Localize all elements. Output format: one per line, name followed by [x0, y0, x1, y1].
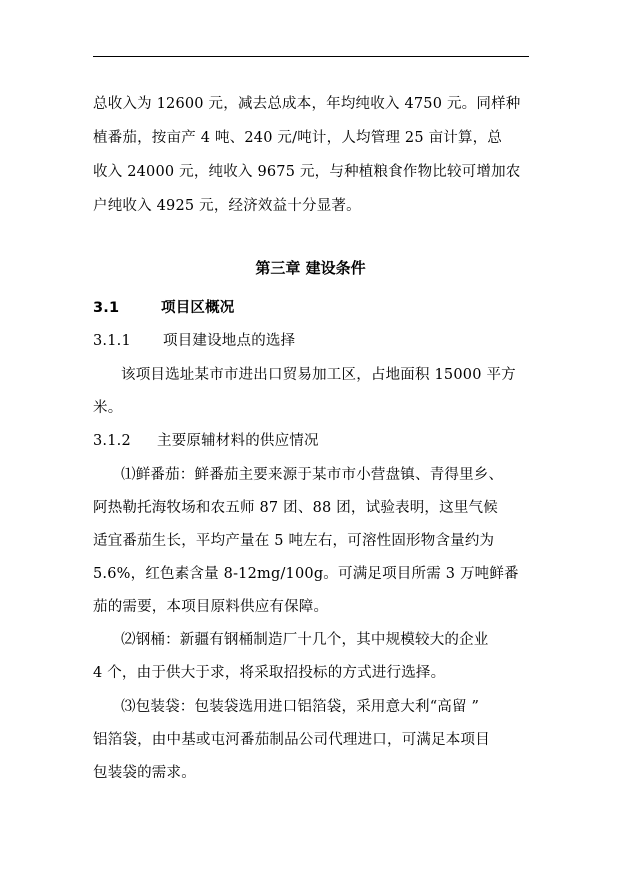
section-title: 项目区概况 — [161, 300, 235, 316]
intro-line-1: 总收入为 12600 元，减去总成本，年均纯收入 4750 元。同样种 — [93, 96, 521, 112]
tomato-line-4: 5.6%，红色素含量 8-12mg/100g。可满足项目所需 3 万吨鲜番 — [93, 566, 519, 582]
tomato-line-5: 茄的需要，本项目原料供应有保障。 — [93, 599, 329, 615]
drum-line-2: 4 个，由于供大于求，将采取招投标的方式进行选择。 — [93, 665, 446, 681]
site-line-1: 该项目选址某市市进出口贸易加工区，占地面积 15000 平方 — [121, 367, 516, 383]
tomato-line-3: 适宜番茄生长，平均产量在 5 吨左右，可溶性固形物含量约为 — [93, 533, 495, 549]
tomato-line-2: 阿热勒托海牧场和农五师 87 团、88 团，试验表明，这里气候 — [93, 500, 498, 516]
section-heading-3-1 — [93, 298, 235, 318]
section-number: 3.1 — [93, 300, 120, 316]
section-number: 3.1.2 — [93, 433, 131, 449]
section-heading-3-1-2 — [93, 431, 319, 451]
bag-line-1: ⑶包装袋：包装袋选用进口铝箔袋，采用意大利“高留 ” — [121, 699, 480, 715]
bag-line-2: 铝箔袋，由中基或屯河番茄制品公司代理进口，可满足本项目 — [93, 732, 490, 748]
section-title: 主要原辅材料的供应情况 — [157, 433, 319, 449]
intro-line-2: 植番茄，按亩产 4 吨、240 元/吨计，人均管理 25 亩计算，总 — [93, 130, 503, 146]
drum-line-1: ⑵钢桶：新疆有钢桶制造厂十几个，其中规模较大的企业 — [121, 632, 489, 648]
header-rule — [93, 56, 529, 57]
chapter-title: 第三章 建设条件 — [255, 259, 366, 277]
section-number: 3.1.1 — [93, 333, 131, 349]
site-line-2: 米。 — [93, 400, 123, 416]
intro-line-4: 户纯收入 4925 元，经济效益十分显著。 — [93, 198, 361, 214]
bag-line-3: 包装袋的需求。 — [93, 765, 196, 781]
section-title: 项目建设地点的选择 — [163, 333, 296, 349]
intro-line-3: 收入 24000 元，纯收入 9675 元，与种植粮食作物比较可增加农 — [93, 164, 521, 180]
section-heading-3-1-1 — [93, 331, 295, 351]
tomato-line-1: ⑴鲜番茄：鲜番茄主要来源于某市市小营盘镇、青得里乡、 — [121, 467, 504, 483]
